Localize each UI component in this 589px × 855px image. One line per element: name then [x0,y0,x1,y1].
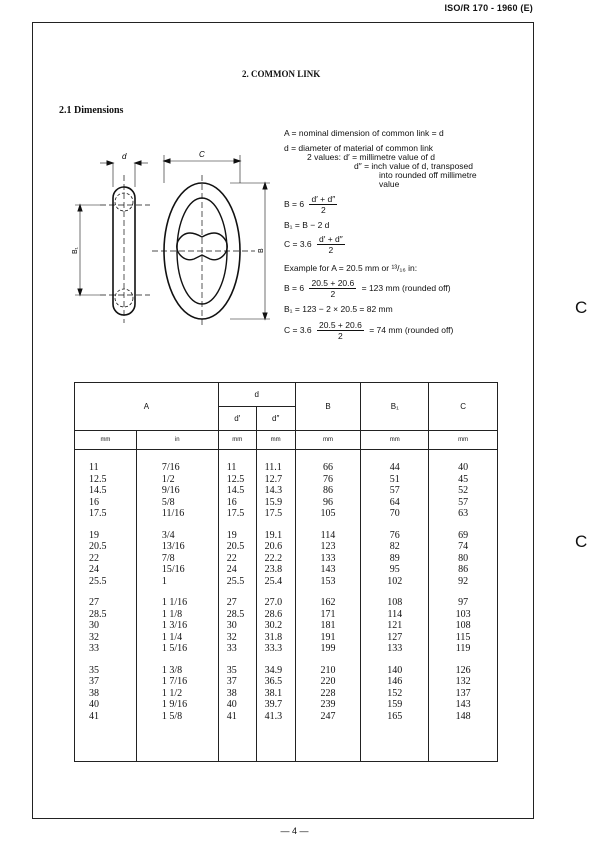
table-cell: 11.1 [264,462,282,473]
table-cell: 12.5 [226,473,245,485]
table-cell: 27.0 [264,597,283,608]
table-cell: 1 3/8 [161,664,183,676]
table-cell: 108 [455,620,471,631]
example-b-left: B = 6 [284,282,305,293]
header-d: d [218,383,295,407]
table-cell: 25.5 [226,575,245,587]
table-cell: 38 [89,687,99,699]
table-cell: 137 [455,687,471,699]
table-cell: 5/8 [161,496,175,508]
table-cell: 45 [458,473,469,485]
table-cell: 37 [89,676,99,687]
table-cell: 40 [226,699,237,710]
table-cell: 1 1/8 [161,608,183,620]
common-link-drawing [60,145,280,330]
table-cell: 115 [455,631,471,643]
table-cell: 13/16 [161,541,185,552]
table-cell: 41 [226,710,237,722]
table-cell: 51 [389,473,400,485]
table-cell: 97 [458,597,469,608]
table-cell: 114 [387,608,403,620]
table-cell: 32 [226,631,237,643]
table-cell: 82 [389,541,400,552]
formula-c-left: C = 3.6 [284,238,312,249]
table-cell: 1 9/16 [161,699,188,710]
table-cell: 86 [458,564,469,575]
formula-b1: B₁ = B − 2 d [284,220,330,230]
unit-cell: mm [429,431,498,450]
table-cell: 32 [89,631,99,643]
table-cell: 36.5 [264,676,283,687]
table-cell: 191 [320,631,336,643]
table-cell: 70 [389,508,400,519]
legend-a: A = nominal dimension of common link = d [284,128,444,138]
table-cell: 143 [320,564,336,575]
table-cell: 123 [320,541,336,552]
table-cell: 108 [387,597,403,608]
table-cell: 1/2 [161,473,175,485]
table-cell: 41 [89,710,99,722]
table-cell: 220 [320,676,336,687]
table-cell: 102 [387,575,403,587]
table-cell: 1 1/16 [161,597,188,608]
table-cell: 19.1 [264,529,283,541]
header-d1: d′ [218,407,256,431]
table-cell: 96 [323,496,333,508]
table-cell: 33.3 [264,643,283,654]
margin-mark-1: C [575,298,588,317]
legend-d4: into rounded off millimetre [379,170,477,180]
document-header: ISO/R 170 - 1960 (E) [444,3,533,13]
table-cell: 25.5 [89,575,107,587]
example-b [284,278,451,299]
subsection-title: 2.1 Dimensions [59,105,124,116]
table-cell: 153 [320,575,336,587]
table-cell: 11/16 [161,508,185,519]
table-cell: 28.6 [264,608,283,620]
unit-cell: mm [361,431,429,450]
table-cell: 95 [389,564,400,575]
table-cell: 28.5 [226,608,245,620]
table-cell: 15/16 [161,564,185,575]
table-cell: 37 [226,676,237,687]
table-cell: 3/4 [161,529,175,541]
formula-c [284,234,348,255]
table-cell: 38.1 [264,687,283,699]
table-cell: 16 [226,496,237,508]
header-d2: d″ [256,407,295,431]
legend-d3: d″ = inch value of d, transposed [354,161,474,171]
table-cell: 30 [89,620,99,631]
table-cell: 19 [89,529,99,541]
formula-c-num: d′ + d″ [319,234,343,244]
table-cell: 24 [226,564,237,575]
legend-d2: 2 values: d′ = millimetre value of d [307,152,435,162]
unit-cell: mm [75,431,137,450]
table-cell: 12.7 [264,473,283,485]
table-cell: 69 [458,529,469,541]
table-cell: 12.5 [89,473,107,485]
table-cell: 210 [320,664,336,676]
example-c-den: 2 [338,331,343,341]
table-cell: 52 [458,485,469,496]
table-cell: 17.5 [89,508,107,519]
table-cell: 1 [161,575,167,587]
header-b1: B₁ [361,383,429,431]
col-a-in [136,450,218,762]
col-a-mm [75,450,137,762]
table-cell: 148 [455,710,471,722]
table-cell: 30.2 [264,620,283,631]
legend-d1: d = diameter of material of common link [284,143,434,153]
header-b: B [295,383,361,431]
margin-mark-2: C [575,532,588,551]
table-cell: 7/8 [161,552,175,564]
example-c-right: = 74 mm (rounded off) [369,324,454,335]
table-cell: 17.5 [264,508,283,519]
col-d1 [218,450,256,762]
table-cell: 132 [455,676,471,687]
table-cell: 35 [226,664,237,676]
table-cell: 17.5 [226,508,245,519]
label-d: d [122,152,127,161]
table-cell: 76 [389,529,400,541]
table-cell: 199 [320,643,336,654]
table-cell: 44 [389,462,400,473]
col-b1 [361,450,429,762]
table-cell: 133 [387,643,403,654]
table-cell: 57 [458,496,469,508]
table-cell: 22.2 [264,552,283,564]
header-a: A [75,383,219,431]
example-b-right: = 123 mm (rounded off) [361,282,451,293]
table-cell: 103 [455,608,471,620]
table-cell: 165 [387,710,403,722]
table-cell: 14.5 [89,485,107,496]
table-cell: 89 [389,552,400,564]
table-cell: 133 [320,552,336,564]
col-b [295,450,361,762]
table-cell: 33 [226,643,237,654]
table-cell: 22 [89,552,99,564]
table-cell: 159 [387,699,403,710]
table-cell: 64 [389,496,400,508]
table-cell: 86 [323,485,333,496]
table-cell: 20.5 [89,541,107,552]
table-cell: 127 [387,631,403,643]
table-cell: 35 [89,664,99,676]
table-cell: 38 [226,687,237,699]
table-cell: 7/16 [161,462,180,473]
table-cell: 63 [458,508,469,519]
table-cell: 239 [320,699,336,710]
table-cell: 114 [320,529,336,541]
page-number: — 4 — [280,826,309,836]
example-b-den: 2 [330,289,336,299]
table-cell: 181 [320,620,336,631]
table-cell: 11 [226,462,237,473]
table-cell: 1 5/16 [161,643,188,654]
formula-b-left: B = 6 [284,198,305,209]
table-cell: 27 [89,597,99,608]
legend-d5: value [379,179,400,189]
col-d2 [256,450,295,762]
table-cell: 25.4 [264,575,283,587]
table-cell: 143 [455,699,471,710]
table-cell: 146 [387,676,403,687]
table-cell: 92 [458,575,469,587]
table-cell: 9/16 [161,485,180,496]
table-cell: 171 [320,608,336,620]
table-cell: 41.3 [264,710,283,722]
table-cell: 121 [387,620,403,631]
table-cell: 1 3/16 [161,620,188,631]
label-b1: B₁ [72,246,79,254]
unit-cell: in [136,431,218,450]
formula-b-num: d′ + d″ [311,194,336,204]
example-b-num: 20.5 + 20.6 [311,278,355,288]
table-cell: 40 [89,699,99,710]
example-b1: B₁ = 123 − 2 × 20.5 = 82 mm [284,304,393,314]
table-cell: 140 [387,664,403,676]
table-cell: 1 1/4 [161,631,183,643]
table-cell: 105 [320,508,336,519]
table-cell: 14.3 [264,485,283,496]
table-cell: 27 [226,597,237,608]
table-cell: 15.9 [264,496,283,508]
table-cell: 76 [323,473,333,485]
unit-cell: mm [256,431,295,450]
section-title: 2. COMMON LINK [242,69,321,79]
table-cell: 247 [320,710,336,722]
table-cell: 23.8 [264,564,283,575]
table-cell: 66 [323,462,333,473]
table-cell: 24 [89,564,99,575]
table-cell: 14.5 [226,485,245,496]
table-cell: 40 [458,462,469,473]
col-c [429,450,498,762]
table-cell: 119 [455,643,471,654]
table-cell: 34.9 [264,664,283,676]
table-cell: 28.5 [89,608,107,620]
dimensions-table [74,382,498,762]
header-c: C [429,383,498,431]
table-cell: 16 [89,496,99,508]
table-cell: 30 [226,620,237,631]
table-cell: 1 5/8 [161,710,183,722]
example-line: Example for A = 20.5 mm or ¹³/₁₆ in: [284,263,418,273]
label-b: B [258,248,265,253]
table-cell: 1 7/16 [161,676,188,687]
formula-b-den: 2 [320,205,326,215]
table-cell: 31.8 [264,631,283,643]
table-cell: 80 [458,552,469,564]
table-cell: 228 [320,687,336,699]
unit-cell: mm [295,431,361,450]
table-cell: 22 [226,552,237,564]
example-c-left: C = 3.6 [284,324,312,335]
label-c: C [199,150,205,159]
formula-c-den: 2 [328,245,334,255]
table-cell: 33 [89,643,99,654]
table-cell: 39.7 [264,699,283,710]
table-cell: 126 [455,664,471,676]
table-cell: 20.6 [264,541,283,552]
table-cell: 57 [389,485,400,496]
table-cell: 20.5 [226,541,245,552]
table-cell: 1 1/2 [161,687,183,699]
example-c-num: 20.5 + 20.6 [319,320,362,330]
table-cell: 11 [89,462,99,473]
formula-b [284,194,340,215]
table-cell: 152 [387,687,403,699]
example-c [284,320,453,341]
table-cell: 74 [458,541,469,552]
table-cell: 19 [226,529,237,541]
table-cell: 162 [320,597,336,608]
unit-cell: mm [218,431,256,450]
